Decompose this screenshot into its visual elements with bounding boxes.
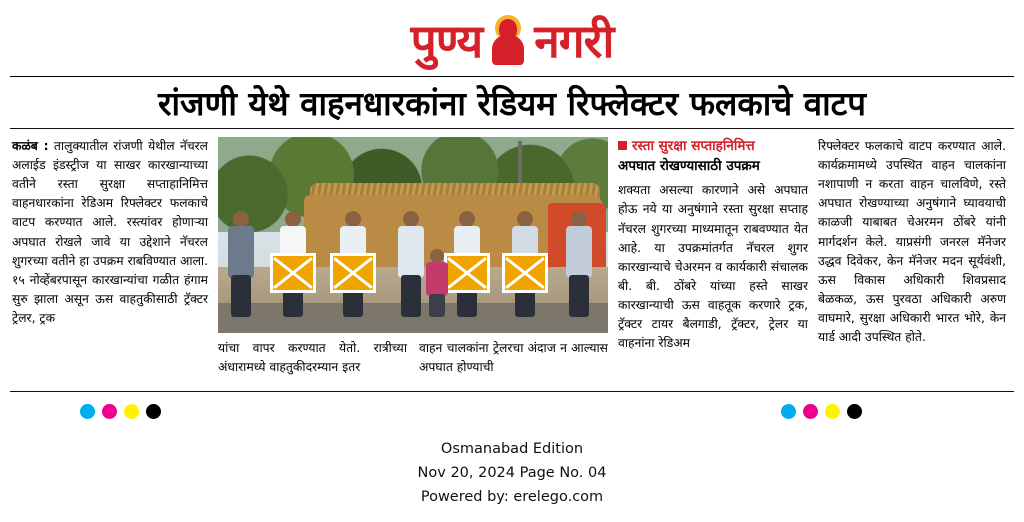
footer-powered-by: Powered by: erelego.com <box>420 489 604 506</box>
color-dots-right <box>781 404 862 419</box>
person-5 <box>508 211 542 317</box>
person-child <box>424 249 450 317</box>
color-dot-black <box>146 404 161 419</box>
article-column-1-text: तालुक्यातील रांजणी येथील नॅचरल अलाईड इंडस्ट्रीज या साखर कारखान्याच्या वतीने रस्ता सुरक्षा सप्ताहानिमित्त वाहनधारकांना रेडिअम रिफ्लेक्टर फलकाचे वाटप करण्यात आले. रस्त्यांवर होणाऱ्या अपघात रोखले जावे या उद्देशाने नॅचरल शुगरच्या वतीने हा उपक्रम राबविण्यात आला. १५ नोव्हेंबरपासून कारखान्यांचा गळीत हंगाम सुरु झाला असून ऊस वाहतुकीसाठी ट्रॅक्टर ट्रेलर, ट्रक <box>12 139 208 325</box>
person-2 <box>336 211 370 317</box>
color-dot-yellow <box>124 404 139 419</box>
photo-caption-row <box>218 333 608 376</box>
article-body <box>0 129 1024 387</box>
news-photograph-flag-distribution <box>218 137 608 333</box>
person-6 <box>562 211 596 317</box>
color-dot-black <box>847 404 862 419</box>
footer-date-page: Nov 20, 2024 Page No. 04 <box>417 465 607 482</box>
page-headline: रांजणी येथे वाहनधारकांना रेडियम रिफ्लेक्टर फलकाचे वाटप <box>157 84 867 123</box>
article-column-3 <box>618 137 808 387</box>
radium-reflector-board-3 <box>444 253 490 293</box>
masthead <box>0 0 1024 76</box>
radium-reflector-board-4 <box>502 253 548 293</box>
masthead-word-left: पुण्य <box>410 14 483 68</box>
article-column-3-text: शक्यता असल्या कारणाने असे अपघात होऊ नये या अनुषंगाने रस्ता सुरक्षा सप्ताह नॅचरल शुगरच्या माध्यमातून राबवण्यात येत आहे. या उपक्रमांतर्गत नॅचरल शुगर कारखान्याचे चेअरमन व कार्यकारी संचालक बी. बी. ठोंबरे यांच्या हस्ते साखर कारखान्याची ऊस वाहतूक करणारे ट्रक, ट्रॅक्टर टायर बैलगाडी, ट्रॅक्टर, ट्रेलर या वाहनांना रेडिअम <box>618 183 808 350</box>
color-dots-left <box>80 404 161 419</box>
masthead-logo <box>411 13 614 69</box>
color-dot-cyan <box>781 404 796 419</box>
person-police-officer <box>224 211 258 317</box>
dateline-label: कळंब : <box>12 139 49 154</box>
radium-reflector-board-2 <box>330 253 376 293</box>
masthead-word-right: नगरी <box>534 14 614 68</box>
photo-caption-right: वाहन चालकांना ट्रेलरचा अंदाज न आल्यास अपघात होण्याची <box>419 341 608 374</box>
color-registration-bar <box>12 400 1012 426</box>
person-1 <box>276 211 310 317</box>
person-4 <box>450 211 484 317</box>
photo-column <box>218 137 608 387</box>
color-dot-cyan <box>80 404 95 419</box>
radium-reflector-board-1 <box>270 253 316 293</box>
divider-above-dots <box>10 391 1014 392</box>
article-subheading-line2: अपघात रोखण्यासाठी उपक्रम <box>618 157 760 174</box>
bullet-square-icon <box>618 141 627 150</box>
person-3 <box>394 211 428 317</box>
article-subheading-line1: रस्ता सुरक्षा सप्ताहनिमित्त <box>632 138 755 155</box>
color-dot-magenta <box>803 404 818 419</box>
article-column-1 <box>12 137 208 387</box>
photo-people-group <box>218 197 608 317</box>
page-footer <box>0 426 1024 510</box>
footer-edition: Osmanabad Edition <box>440 441 584 458</box>
color-dot-magenta <box>102 404 117 419</box>
photo-caption-left: यांचा वापर करण्यात येतो. रात्रीच्या अंधारामध्ये वाहतुकीदरम्यान इतर <box>218 341 407 374</box>
article-subheading <box>618 137 808 176</box>
article-column-4: रिफ्लेक्टर फलकाचे वाटप करण्यात आले. कार्यक्रमामध्ये उपस्थित वाहन चालकांना नशापाणी न करता वाहन चालविणे, रस्ते अपघात रोखण्याच्या अनुषंगाने घ्यावयाची काळजी याबाबत चेअरमन ठोंबरे यांनी मार्गदर्शन केले. याप्रसंगी जनरल मॅनेजर उद्धव दिवेकर, केन मॅनेजर मदन सूर्यवंशी, ऊस विकास अधिकारी शिवप्रसाद बेळकळ, ऊस पुरवठा अधिकारी अरुण वाघमारे, सुरक्षा अधिकारी भारत भोरे, केन यार्ड आदी उपस्थित होते. <box>818 139 1006 344</box>
color-dot-yellow <box>825 404 840 419</box>
ganesha-emblem-icon <box>486 13 530 69</box>
